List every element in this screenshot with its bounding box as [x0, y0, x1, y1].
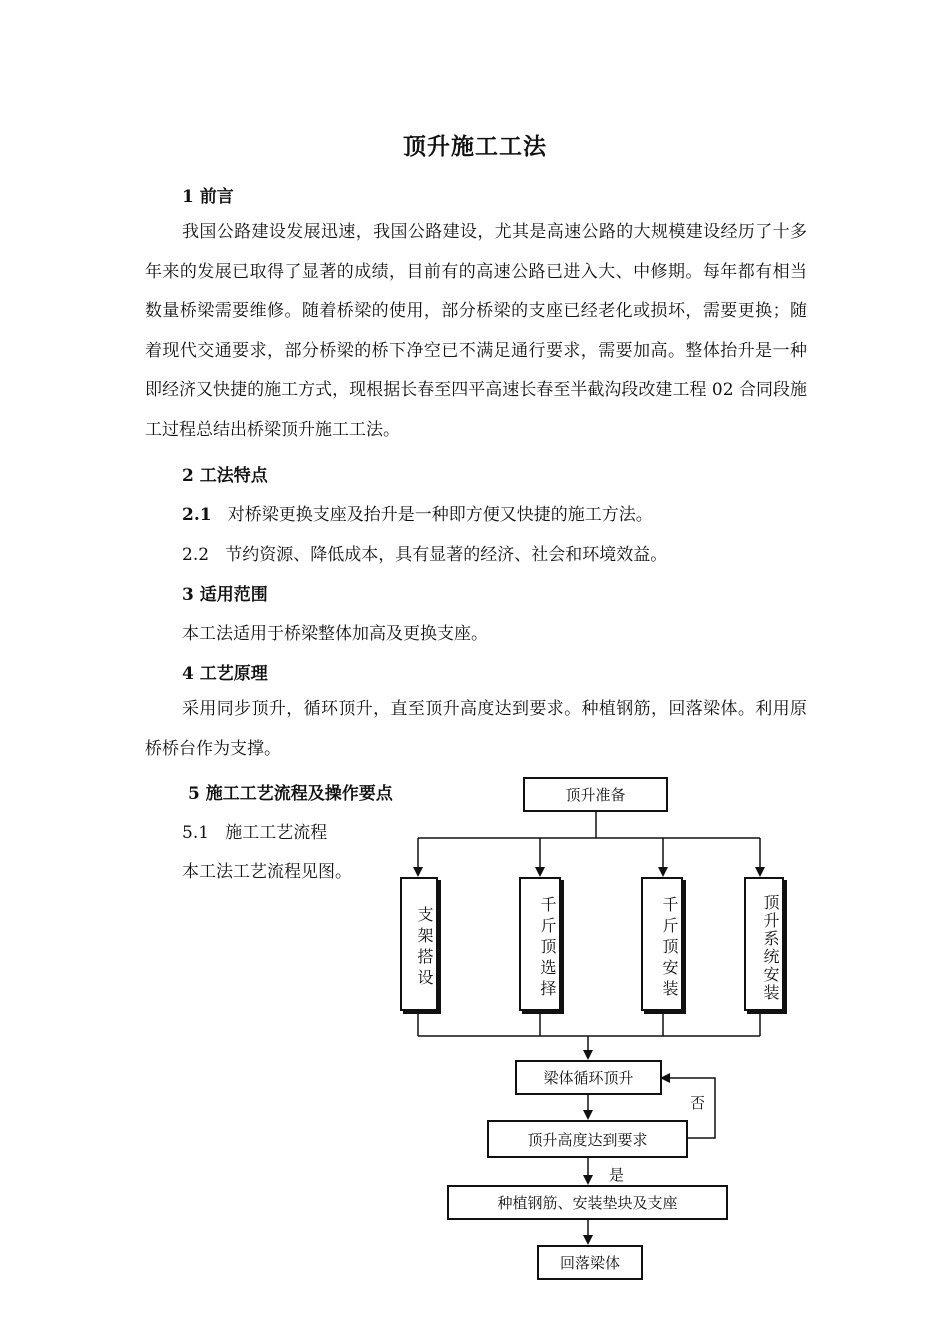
- section-5-body: 本工法工艺流程见图。: [182, 862, 352, 882]
- section-4-text: 采用同步顶升，循环顶升，直至顶升高度达到要求。种植钢筋，回落梁体。利用原桥桥台作为支撑。: [145, 699, 807, 759]
- item-2-text: 节约资源、降低成本，具有显著的经济、社会和环境效益。: [225, 545, 668, 565]
- flow-system-install-box: 顶升系统安装: [744, 877, 784, 1011]
- flow-jack-select-box: 千斤顶选择: [519, 877, 561, 1011]
- section-3-body: 本工法适用于桥梁整体加高及更换支座。: [182, 624, 488, 644]
- flow-start-box: 顶升准备: [523, 777, 668, 812]
- section-5-heading: 5 施工工艺流程及操作要点: [188, 784, 393, 804]
- sub-5-1-text: 施工工艺流程: [225, 823, 328, 843]
- flow-jack-install-box: 千斤顶安装: [641, 877, 683, 1011]
- section-3-heading: 3 适用范围: [182, 585, 268, 605]
- item-2-number: 2.2: [182, 545, 210, 565]
- section-2-heading: 2 工法特点: [182, 466, 268, 486]
- flow-decision-box: 顶升高度达到要求: [487, 1120, 688, 1158]
- flow-no-label: 否: [690, 1094, 706, 1112]
- section-1-heading: 1 前言: [182, 187, 234, 207]
- flow-yes-label: 是: [609, 1166, 625, 1184]
- flow-support-box: 支架搭设: [400, 877, 438, 1011]
- flow-end-box: 回落梁体: [537, 1245, 643, 1280]
- section-1-text: 我国公路建设发展迅速，我国公路建设，尤其是高速公路的大规模建设经历了十多年来的发展已取得了显著的成绩，目前有的高速公路已进入大、中修期。每年都有相当数量桥梁需要维修。随着桥梁的使用，部分桥梁的支座已经老化或损坏，需要更换；随着现代交通要求，部分桥梁的桥下净空已不满足通行要求，需要加高。整体抬升是一种即经济又快捷的施工方式，现根据长春至四平高速长春至半截沟段改建工程 02 合同段施工过程总结出桥梁顶升施工工法。: [145, 222, 807, 440]
- sub-5-1-number: 5.1: [182, 823, 210, 843]
- section-4-heading: 4 工艺原理: [182, 664, 268, 684]
- flow-loop-box: 梁体循环顶升: [515, 1060, 662, 1095]
- item-1-text: 对桥梁更换支座及抬升是一种即方便又快捷的施工方法。: [227, 505, 653, 525]
- item-1-number: 2.1: [182, 505, 212, 525]
- flow-step-after-box: 种植钢筋、安装垫块及支座: [447, 1185, 728, 1220]
- page-title: 顶升施工工法: [403, 133, 547, 160]
